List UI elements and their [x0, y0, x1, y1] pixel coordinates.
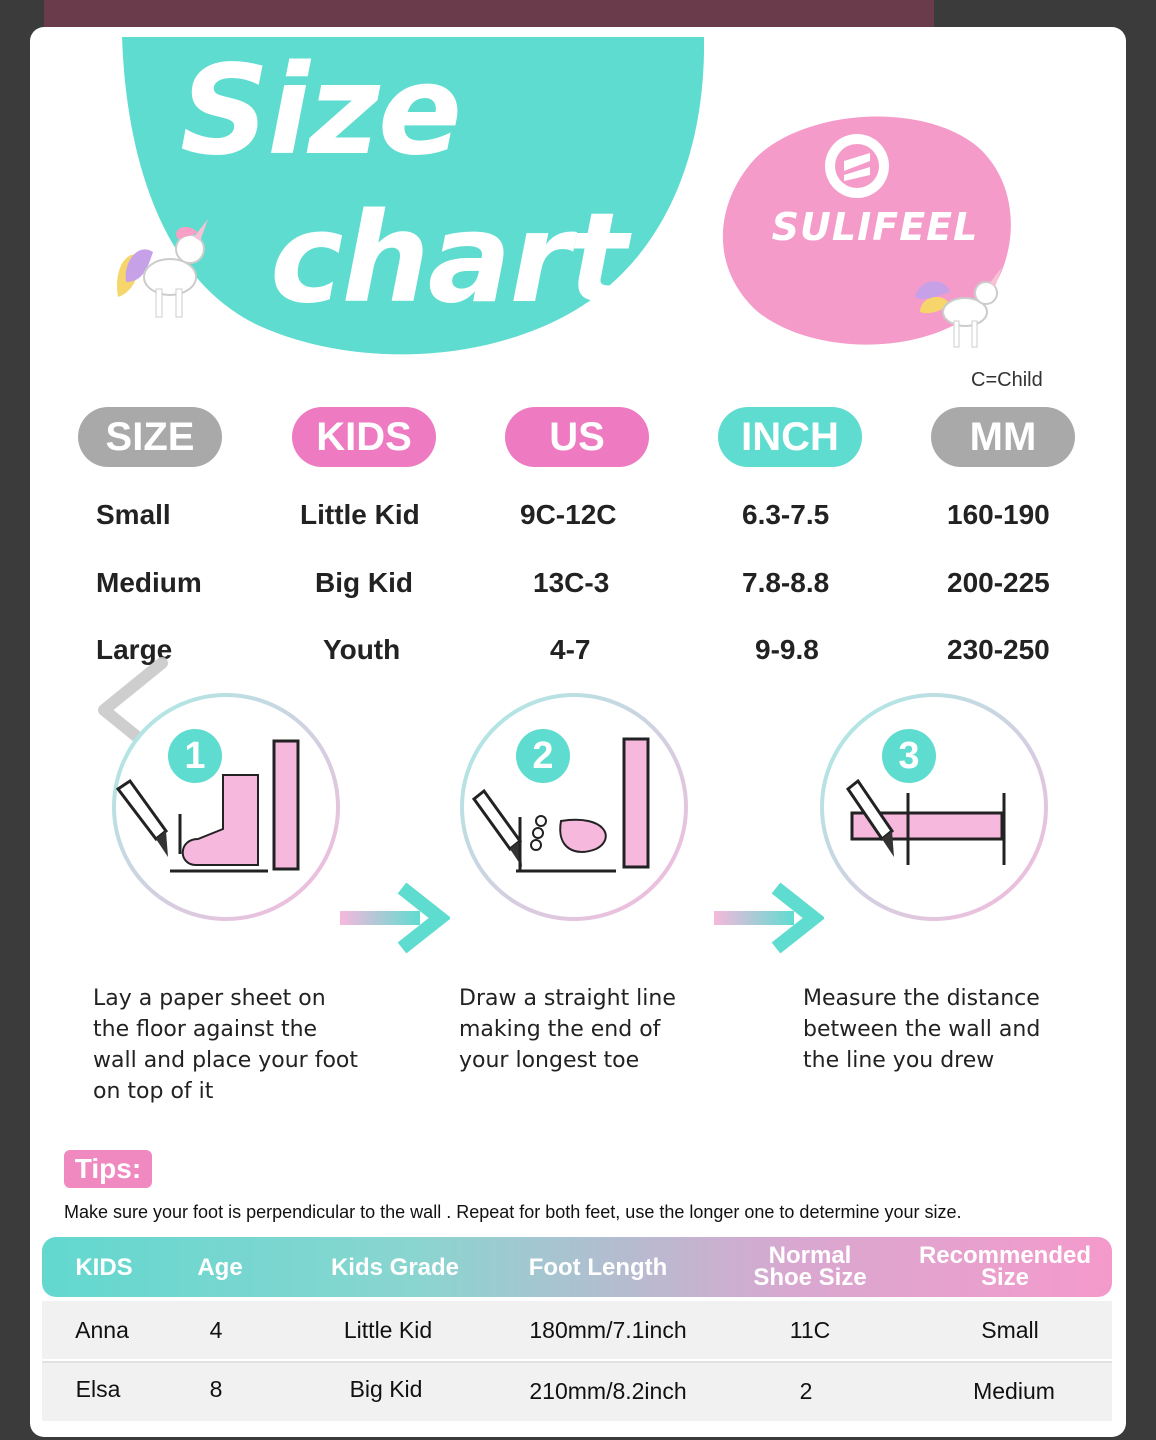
th-age: Age [197, 1254, 243, 1281]
step-1-illustration [108, 689, 344, 925]
step-3-number: 3 [898, 735, 920, 777]
title-chart: chart [270, 187, 626, 331]
th-foot-length: Foot Length [528, 1254, 668, 1281]
td-anna-age: 4 [209, 1317, 223, 1343]
row-small-us: 9C-12C [520, 499, 617, 530]
td-elsa-age: 8 [209, 1376, 223, 1402]
header-mm: MM [931, 407, 1075, 467]
row-medium-us: 13C-3 [533, 567, 610, 598]
th-kids: KIDS [75, 1254, 133, 1281]
size-chart-card [30, 27, 1126, 1437]
row-large-size: Large [96, 634, 173, 665]
td-elsa-grade: Big Kid [349, 1376, 423, 1402]
row-large-us: 4-7 [550, 634, 591, 665]
header-kids: KIDS [292, 407, 436, 467]
td-elsa-name: Elsa [75, 1376, 121, 1402]
step-2-text: Draw a straight line making the end of your longest toe [459, 986, 676, 1073]
row-medium-mm: 200-225 [947, 567, 1050, 598]
td-anna-name: Anna [75, 1317, 129, 1343]
background-strip [44, 0, 934, 28]
row-large-inch: 9-9.8 [755, 634, 819, 665]
child-note: C=Child [971, 369, 1043, 391]
row-large-mm: 230-250 [947, 634, 1050, 665]
th-recommended-size: Recommended Size [918, 1242, 1092, 1291]
step-3-text: Measure the distance between the wall and the line you drew [803, 986, 1041, 1073]
row-medium-kids: Big Kid [315, 567, 413, 598]
step-1-text: Lay a paper sheet on the floor against the wall and place your foot on top of it [93, 986, 359, 1104]
td-elsa-recommended: Medium [973, 1378, 1055, 1404]
row-large-kids: Youth [323, 634, 401, 665]
td-anna-shoe: 11C [789, 1317, 831, 1343]
td-anna-recommended: Small [981, 1317, 1039, 1343]
row-small-mm: 160-190 [947, 499, 1050, 530]
td-anna-grade: Little Kid [343, 1317, 433, 1343]
th-kids-grade: Kids Grade [330, 1254, 460, 1281]
tips-text: Make sure your foot is perpendicular to the wall . Repeat for both feet, use the longer one to determine your size. [64, 1202, 962, 1222]
row-small-inch: 6.3-7.5 [742, 499, 830, 530]
row-medium-size: Medium [96, 567, 202, 598]
step-3-illustration [816, 689, 1052, 925]
th-normal-shoe-size: Normal Shoe Size [753, 1242, 867, 1291]
step-2-illustration [456, 689, 692, 925]
header-us: US [505, 407, 649, 467]
arrow-right-icon [714, 883, 824, 953]
tips-badge: Tips: [64, 1150, 152, 1188]
brand-name: SULIFEEL [771, 205, 979, 249]
sulifeel-logo-icon [822, 131, 892, 201]
row-small-kids: Little Kid [300, 499, 420, 530]
step-2-number: 2 [532, 735, 554, 777]
arrow-right-icon [340, 883, 450, 953]
header-size: SIZE [78, 407, 222, 467]
row-small-size: Small [96, 499, 171, 530]
unicorn-icon [910, 257, 1010, 357]
row-medium-inch: 7.8-8.8 [742, 567, 830, 598]
title-size: Size [180, 39, 461, 183]
unicorn-icon [108, 207, 228, 327]
td-elsa-foot: 210mm/8.2inch [529, 1378, 687, 1404]
step-1-number: 1 [184, 735, 206, 777]
header-inch: INCH [718, 407, 862, 467]
td-elsa-shoe: 2 [799, 1378, 813, 1404]
td-anna-foot: 180mm/7.1inch [529, 1317, 687, 1343]
